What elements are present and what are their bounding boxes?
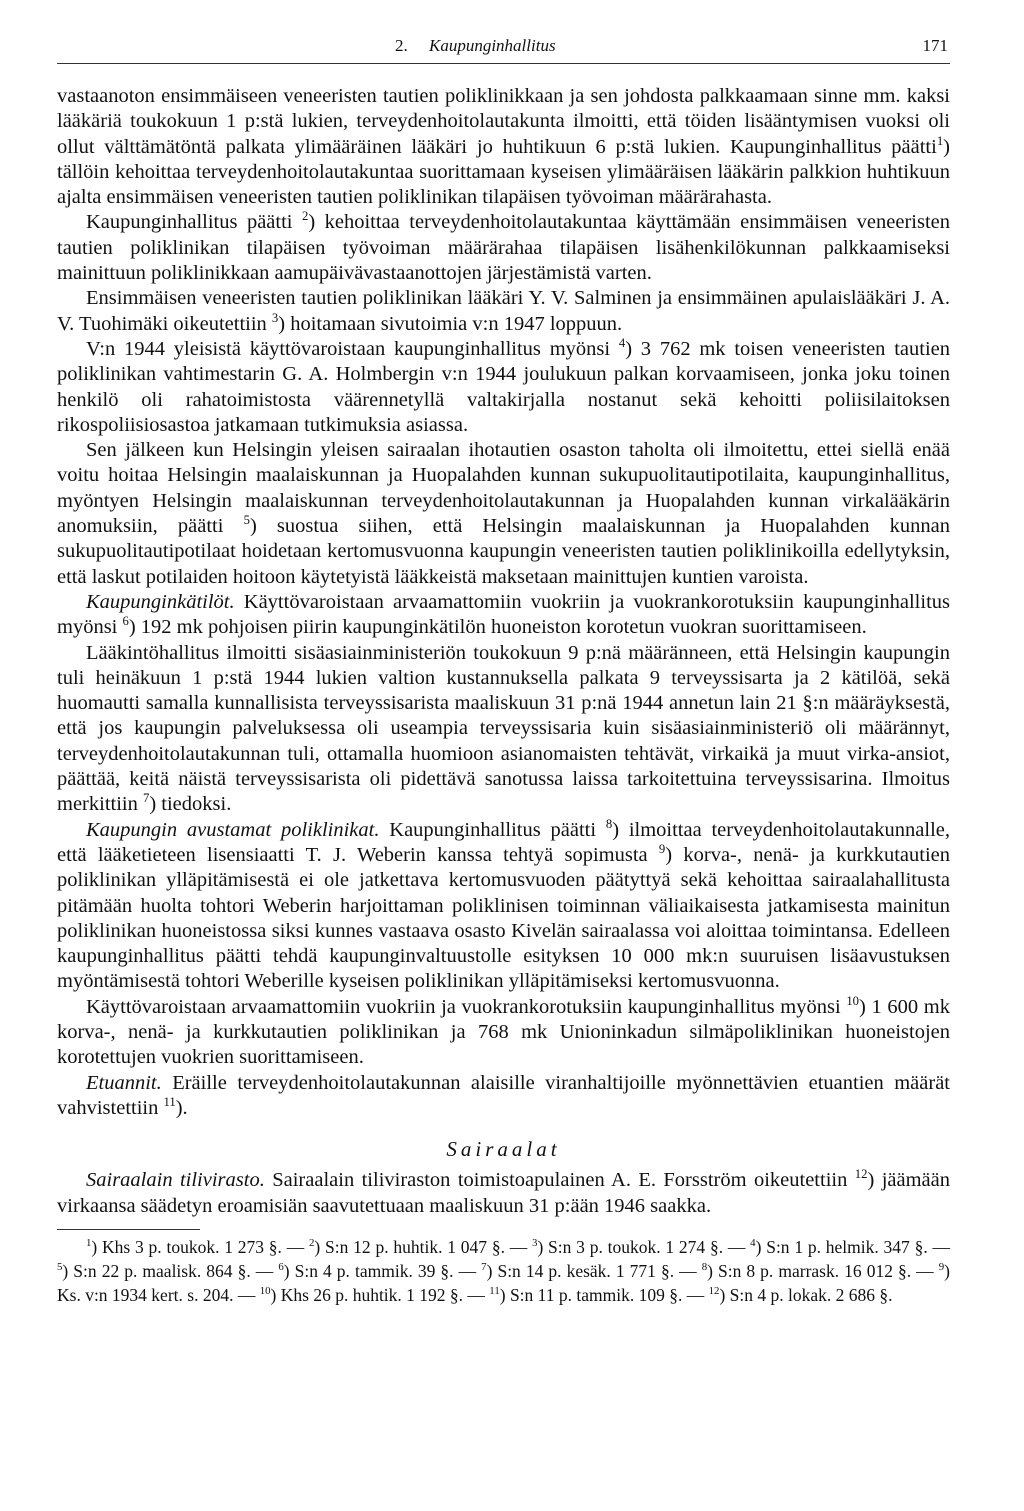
paragraph: Sairaalain tilivirasto. Sairaalain tiliviraston toimistoapulainen A. E. Forsström oikeutettiin $^{12}$) jäämään virkaansa säädetyn eroamisiän saavutettuaan maaliskuun 31 p:ään 1946 saakka. bbox=[57, 1167, 950, 1217]
paragraph-heading: Sairaalain tilivirasto. bbox=[86, 1169, 265, 1192]
footnote-ref: 2 bbox=[301, 209, 309, 224]
paragraph-heading: Etuannit. bbox=[86, 1071, 162, 1094]
footnote: ) S:n 4 p. tammik. 39 §. — bbox=[283, 1261, 482, 1282]
footnote-ref: 9 bbox=[658, 842, 666, 857]
body-text bbox=[57, 84, 950, 1307]
paragraph: Käyttövaroistaan arvaamattomiin vuokriin ja vuokrankorotuksiin kaupunginhallitus myönsi $^{10}$) 1 600 mk korva-, nenä- ja kurkkutautien poliklinikan ja 768 mk Unioninkadun silmäpoliklinikan huoneistojen korotettujen vuokrien suorittamiseen. bbox=[57, 993, 950, 1069]
paragraph: Kaupunginhallitus päätti $^2$) kehoittaa terveydenhoitolautakuntaa käyttämään ensimmäisen veneeristen tautien poliklinikan tilapäisen työvoiman määrärahaa tilapäisen lisähenkilökunnan palkkaamiseksi mainittuun poliklinikkaan aamupäivävastaanottojen järjestämistä varten. bbox=[57, 209, 950, 285]
footnote-ref: 1 bbox=[936, 133, 944, 148]
paragraph: Etuannit. Eräille terveydenhoitolautakunnan alaisille viranhaltijoille myönnettävien etuantien määrät vahvistettiin $^{11}$). bbox=[57, 1071, 950, 1119]
chapter-number: 2. bbox=[395, 36, 408, 55]
footnote: ) S:n 11 p. tammik. 109 §. — bbox=[499, 1285, 709, 1306]
footnote-ref: 4 bbox=[618, 336, 626, 351]
paragraph-heading: Kaupunginkätilöt. bbox=[86, 590, 235, 613]
footnote-ref: 5 bbox=[243, 513, 250, 528]
page-number: 171 bbox=[922, 36, 948, 55]
paragraph: Kaupungin avustamat poliklinikat. Kaupunginhallitus päätti $^8$) ilmoittaa terveydenhoitolautakunnalle, että lääketieteen lisensiaatti T. J. Weberin kanssa tehtyä sopimusta $^9$) korva-, nenä- ja kurkkutautien poliklinikan ylläpitämisestä ei ole jatkettava kertomusvuoden päätyttyä sekä kehoittaa sairaalahallitusta pitämään huolta tohtori Weberin harjoittaman poliklinisen toiminnan väliaikaisesta jatkamisesta mainitun poliklinikan huoneistossa siksi kunnes vastaava osasto Kivelän sairaalassa voi aloittaa toimintansa. Edelleen kaupunginhallitus päätti tehdä kaupunginvaltuustolle esityksen 10 000 mk:n suuruisen lisäavustuksen myöntämisestä tohtori Weberille kyseisen poliklinikan ylläpitämiseksi kertomusvuonna. bbox=[57, 816, 950, 993]
footnote: ) S:n 22 p. maalisk. 864 §. — bbox=[62, 1261, 279, 1282]
footnote-rule bbox=[57, 1229, 200, 1230]
running-header bbox=[395, 36, 948, 60]
paragraph: Lääkintöhallitus ilmoitti sisäasiainministeriön toukokuun 9 p:nä määränneen, että Helsingin kaupungin tuli heinäkuun 1 p:stä 1944 lukien valtion kustannuksella palkata 9 terveyssisarta ja 2 kätilöä, sekä huomautti samalla kunnallisista terveyssisarista maaliskuun 31 p:nä 1944 annetun lain 21 §:n määräyksestä, että jos kaupungin palveluksessa oli useampia terveyssisaria kuin sisäasiainministeriö oli määrännyt, terveydenhoitolautakunnan tuli, ottamalla huomioon asianomaisten tehtävät, virkaikä ja muut virka-ansiot, päättää, keitä näistä terveyssisarista oli pidettävä sanotussa laissa tarkoitettuina terveyssisarina. Ilmoitus merkittiin $^7$) tiedoksi. bbox=[57, 641, 950, 816]
footnote: ) S:n 12 p. huhtik. 1 047 §. — bbox=[314, 1237, 533, 1258]
footnote: ) S:n 14 p. kesäk. 1 771 §. — bbox=[486, 1261, 702, 1282]
chapter-title: Kaupunginhallitus bbox=[429, 36, 556, 55]
footnote: ) Khs 3 p. toukok. 1 273 §. — bbox=[91, 1237, 309, 1258]
footnotes bbox=[57, 1235, 950, 1307]
header-rule bbox=[57, 63, 950, 64]
footnote-ref: 10 bbox=[846, 993, 860, 1008]
footnote-ref: 11 bbox=[163, 1095, 176, 1110]
paragraph: Kaupunginkätilöt. Käyttövaroistaan arvaamattomiin vuokriin ja vuokrankorotuksiin kaupunginhallitus myönsi $^6$) 192 mk pohjoisen piirin kaupunginkätilön huoneiston korotetun vuokran suorittamiseen. bbox=[57, 590, 950, 639]
footnote: ) S:n 4 p. lokak. 2 686 §. bbox=[719, 1285, 893, 1306]
footnote-ref: 12 bbox=[854, 1167, 868, 1182]
footnote: ) S:n 3 p. toukok. 1 274 §. — bbox=[537, 1237, 751, 1258]
paragraph: Sen jälkeen kun Helsingin yleisen sairaalan ihotautien osaston taholta oli ilmoitettu, ettei siellä enää voitu hoitaa Helsingin maalaiskunnan ja Huopalahden kunnan sukupuolitautipotilaita, kaupunginhallitus, myöntyen Helsingin maalaiskunnan terveydenhoitolautakunnan ja Huopalahden kunnan virkalääkärin anomuksiin, päätti $^5$) suostua siihen, että Helsingin maalaiskunnan ja Huopalahden kunnan sukupuolitautipotilaat hoidetaan kertomusvuonna kaupungin veneeristen tautien poliklinikoilla edellytyksin, että laskut potilaiden hoitoon käytetyistä lääkkeistä maksetaan mainittujen kuntien varoista. bbox=[57, 439, 951, 588]
footnote: ) S:n 8 p. marrask. 16 012 §. — bbox=[707, 1261, 939, 1282]
footnote-list: $^1$) Khs 3 p. toukok. 1 273 §. — $^2$) S:n 12 p. huhtik. 1 047 §. — $^3$) S:n 3 p. toukok. 1 274 §. — $^4$) S:n 1 p. helmik. 347 §. — $^5$) S:n 22 p. maalisk. 864 §. — $^6$) S:n 4 p. tammik. 39 §. — $^7$) S:n 14 p. kesäk. 1 771 §. — $^8$) S:n 8 p. marrask. 16 012 §. — $^9$) Ks. v:n 1934 kert. s. 204. — $^{10}$) Khs 26 p. huhtik. 1 192 §. — $^{11}$) S:n 11 p. tammik. 109 §. — $^{12}$) S:n 4 p. lokak. 2 686 §. bbox=[57, 1237, 950, 1306]
paragraph: Ensimmäisen veneeristen tautien poliklinikan lääkäri Y. V. Salminen ja ensimmäinen apulaislääkäri J. A. V. Tuohimäki oikeutettiin $^3$) hoitamaan sivutoimia v:n 1947 loppuun. bbox=[57, 287, 950, 335]
paragraph: vastaanoton ensimmäiseen veneeristen tautien poliklinikkaan ja sen johdosta palkkaamaan sinne mm. kaksi lääkäriä toukokuun 1 p:stä lukien, terveydenhoitolautakunta ilmoitti, että töiden lisääntymisen vuoksi oli ollut välttämätöntä palkata ylimääräinen lääkäri jo huhtikuun 6 p:stä lukien. Kaupunginhallitus päätti$^1$) tällöin kehoittaa terveydenhoitolautakuntaa suorittamaan kyseisen ylimääräisen lääkärin palkkion huhtikuun ajalta ensimmäisen veneeristen tautien poliklinikan tilapäisen työvoiman määrärahasta. bbox=[57, 85, 950, 209]
footnote-ref: 8 bbox=[605, 816, 613, 831]
footnote-ref: 3 bbox=[271, 310, 279, 325]
footnote: ) Khs 26 p. huhtik. 1 192 §. — bbox=[270, 1285, 490, 1306]
footnote-ref: 6 bbox=[122, 614, 129, 629]
footnote-ref: 7 bbox=[142, 791, 150, 806]
paragraph: V:n 1944 yleisistä käyttövaroistaan kaupunginhallitus myönsi $^4$) 3 762 mk toisen veneeristen tautien poliklinikan vahtimestarin G. A. Holmbergin v:n 1944 joulukuun palkan korvaamiseen, jonka joku toinen henkilö oli rahatoimistosta väärennetyllä valtakirjalla nostanut sekä kehoitti poliisilaitoksen rikospoliisiosastoa jatkamaan tutkimuksia asiassa. bbox=[57, 336, 950, 436]
footnote: ) S:n 1 p. helmik. 347 §. — bbox=[755, 1237, 950, 1258]
paragraph-heading: Kaupungin avustamat poliklinikat. bbox=[86, 818, 380, 841]
section-title: Sairaalat bbox=[446, 1137, 561, 1162]
footnote: ) Ks. v:n 1934 kert. s. 204. — bbox=[57, 1261, 950, 1306]
